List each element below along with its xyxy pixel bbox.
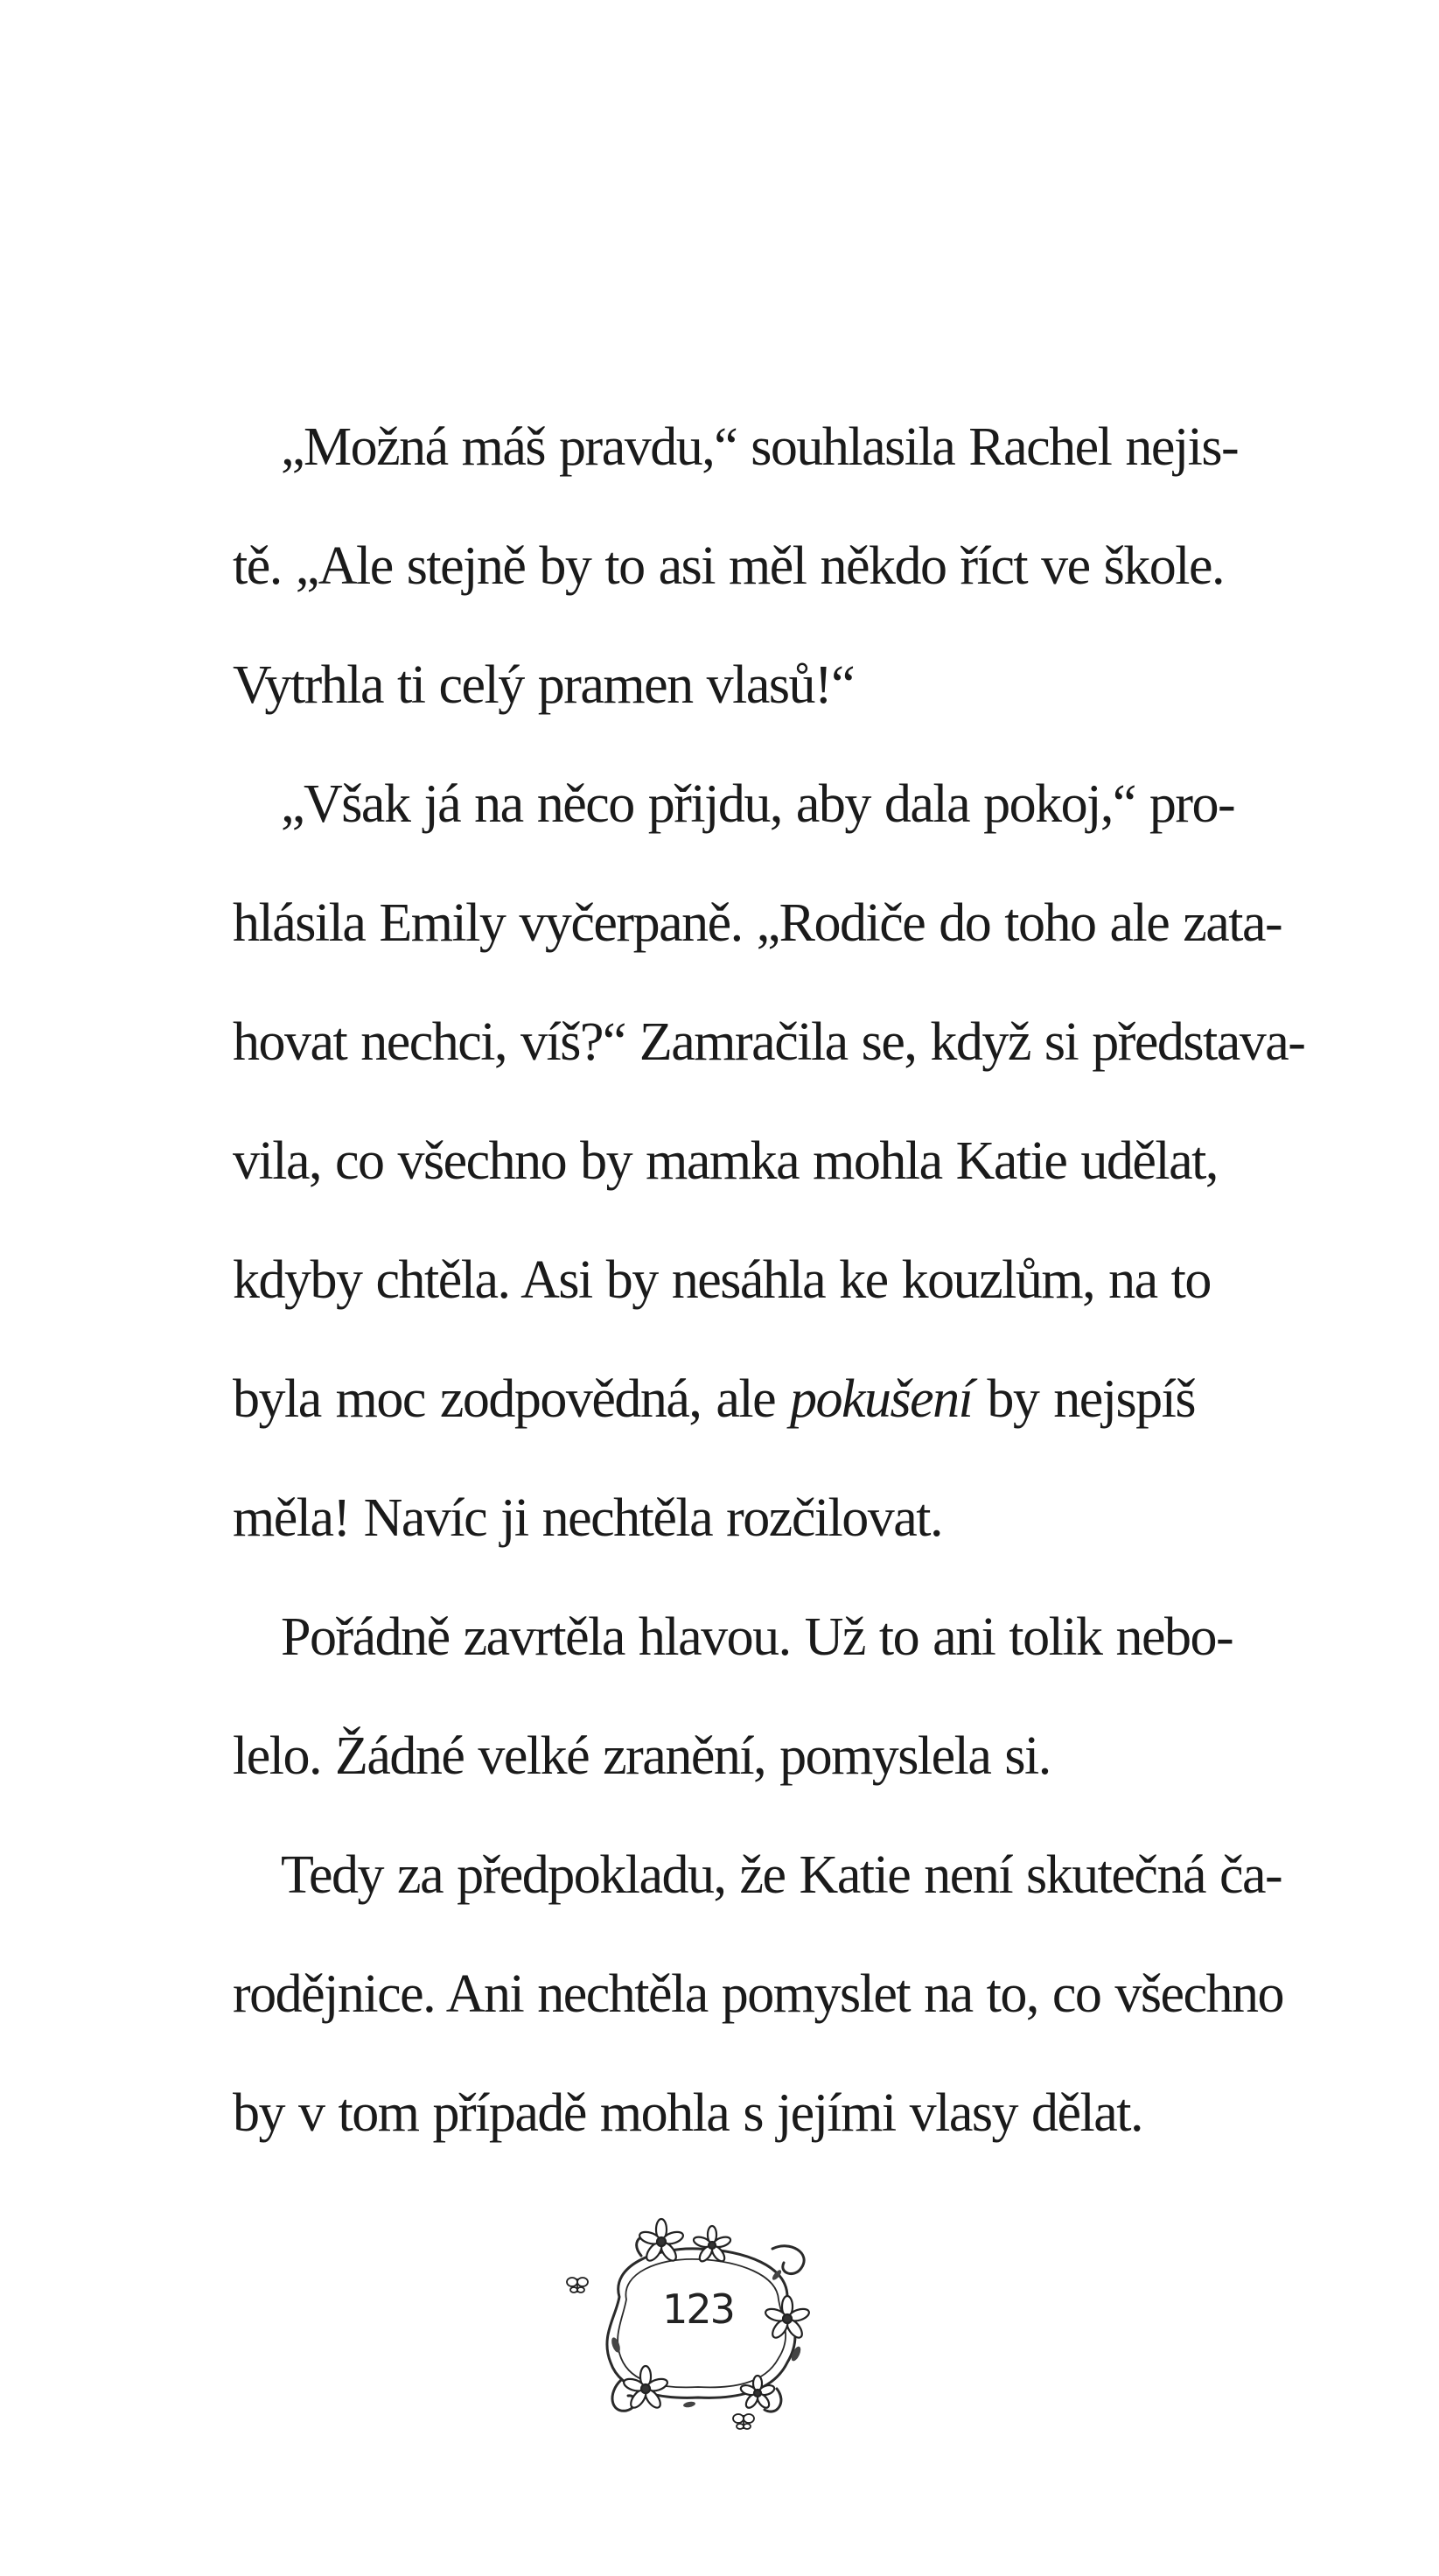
text-line: tě. „Ale stejně by to asi měl někdo říct ve škole.: [233, 536, 1224, 596]
text-line: Vytrhla ti celý pramen vlasů!“: [233, 655, 855, 715]
page-number-ornament: [558, 2214, 838, 2432]
text-line: měla! Navíc ji nechtěla rozčilovat.: [233, 1488, 943, 1548]
text-line: hlásila Emily vyčerpaně. „Rodiče do toho ale zata-: [233, 893, 1282, 953]
emphasized-word: pokušení: [790, 1369, 973, 1429]
page-number: 123: [662, 2286, 734, 2333]
text-line-with-emphasis: [233, 1340, 1195, 1459]
text-line: lelo. Žádné velké zranění, pomyslela si.: [233, 1726, 1051, 1786]
text-segment: by nejspíš: [972, 1369, 1195, 1429]
text-line: kdyby chtěla. Asi by nesáhla ke kouzlům, na to: [233, 1250, 1211, 1310]
text-segment: byla moc zodpovědná, ale: [233, 1369, 791, 1429]
text-line: Tedy za předpokladu, že Katie není skutečná ča-: [281, 1845, 1282, 1905]
text-line: „Možná máš pravdu,“ souhlasila Rachel nejis-: [281, 417, 1239, 477]
text-line: „Však já na něco přijdu, aby dala pokoj,“ pro-: [281, 774, 1235, 834]
text-line: Pořádně zavrtěla hlavou. Už to ani tolik nebo-: [281, 1607, 1233, 1667]
body-text: [233, 388, 1305, 2173]
text-line: vila, co všechno by mamka mohla Katie udělat,: [233, 1131, 1218, 1191]
text-line: by v tom případě mohla s jejími vlasy dělat.: [233, 2083, 1142, 2143]
text-line: hovat nechci, víš?“ Zamračila se, když si představa-: [233, 1012, 1305, 1072]
text-line: rodějnice. Ani nechtěla pomyslet na to, co všechno: [233, 1964, 1284, 2024]
